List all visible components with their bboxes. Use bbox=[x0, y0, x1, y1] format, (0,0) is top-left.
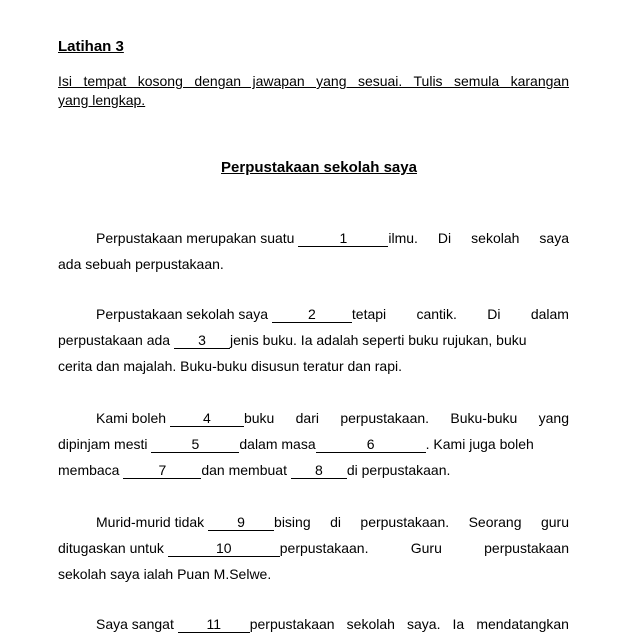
paragraph-5 bbox=[58, 611, 569, 637]
text-fragment: yang bbox=[538, 410, 569, 426]
blank-5: 5 bbox=[151, 436, 239, 453]
text-fragment: ditugaskan untuk bbox=[58, 540, 168, 556]
text-fragment: perpustakaan. bbox=[340, 410, 430, 426]
text-fragment: perpustakaan. bbox=[360, 514, 450, 530]
text-fragment: ada sebuah perpustakaan. bbox=[58, 256, 224, 272]
text-fragment: perpustakaan bbox=[484, 540, 569, 556]
blank-9: 9 bbox=[208, 514, 274, 531]
text-fragment: Di bbox=[437, 230, 452, 246]
paragraph-2 bbox=[58, 301, 569, 379]
essay-title: Perpustakaan sekolah saya bbox=[221, 159, 417, 176]
paragraph-line bbox=[58, 535, 569, 561]
text-fragment: Perpustakaan merupakan suatu bbox=[96, 230, 299, 246]
paragraph-line bbox=[58, 405, 569, 431]
exercise-heading: Latihan 3 bbox=[58, 38, 124, 55]
text-fragment: mendatangkan bbox=[476, 616, 569, 632]
blank-4: 4 bbox=[170, 410, 244, 427]
text-fragment: perpustakaan. bbox=[279, 540, 369, 556]
paragraph-line bbox=[58, 251, 569, 277]
text-fragment: di bbox=[330, 514, 341, 530]
exercise-instructions bbox=[58, 72, 569, 110]
blank-8: 8 bbox=[291, 462, 347, 479]
text-fragment: saya. bbox=[407, 616, 441, 632]
text-fragment: jenis buku. Ia adalah seperti buku rujukan, buku bbox=[229, 332, 527, 348]
text-fragment: buku bbox=[243, 410, 275, 426]
text-fragment: sekolah saya ialah Puan M.Selwe. bbox=[58, 566, 272, 582]
text-fragment: Di bbox=[487, 306, 501, 322]
text-fragment: bising bbox=[274, 514, 311, 530]
text-fragment: Buku-buku bbox=[450, 410, 518, 426]
text-fragment: di perpustakaan. bbox=[346, 462, 451, 478]
paragraph-1 bbox=[58, 225, 569, 277]
text-fragment: perpustakaan ada bbox=[58, 332, 174, 348]
paragraph-line bbox=[58, 611, 569, 637]
blank-11: 11 bbox=[178, 616, 250, 633]
text-fragment: Kami boleh bbox=[96, 410, 170, 426]
text-fragment: dalam masa bbox=[239, 436, 316, 452]
paragraph-3 bbox=[58, 405, 569, 483]
blank-2: 2 bbox=[272, 306, 352, 323]
paragraph-line bbox=[58, 353, 569, 379]
text-fragment: tetapi bbox=[351, 306, 387, 322]
paragraph-line bbox=[58, 431, 569, 457]
paragraph-line bbox=[58, 327, 569, 353]
text-fragment: Seorang bbox=[468, 514, 522, 530]
text-fragment: Guru bbox=[410, 540, 442, 556]
paragraph-4 bbox=[58, 509, 569, 587]
text-fragment: cerita dan majalah. Buku-buku disusun teratur dan rapi. bbox=[58, 358, 402, 374]
text-fragment: dari bbox=[295, 410, 319, 426]
text-fragment: membaca bbox=[58, 462, 124, 478]
instructions-line-1: Isi tempat kosong dengan jawapan yang sesuai. Tulis semula karangan bbox=[58, 73, 569, 89]
blank-1: 1 bbox=[298, 230, 388, 247]
text-fragment: guru bbox=[540, 514, 569, 530]
paragraph-line bbox=[58, 301, 569, 327]
text-fragment: perpustakaan bbox=[249, 616, 335, 632]
text-fragment: Murid-murid tidak bbox=[96, 514, 209, 530]
paragraph-line bbox=[58, 509, 569, 535]
text-fragment: . Kami juga boleh bbox=[425, 436, 534, 452]
text-fragment: dipinjam mesti bbox=[58, 436, 152, 452]
instructions-line-2: yang lengkap. bbox=[58, 92, 146, 108]
paragraph-line bbox=[58, 225, 569, 251]
paragraph-line bbox=[58, 561, 569, 587]
blank-3: 3 bbox=[174, 332, 230, 349]
blank-6: 6 bbox=[316, 436, 426, 453]
text-fragment: sekolah bbox=[346, 616, 395, 632]
text-fragment: dalam bbox=[530, 306, 569, 322]
text-fragment: Ia bbox=[452, 616, 465, 632]
text-fragment: sekolah bbox=[471, 230, 520, 246]
text-fragment: Saya sangat bbox=[96, 616, 178, 632]
text-fragment: dan membuat bbox=[201, 462, 291, 478]
blank-10: 10 bbox=[168, 540, 280, 557]
text-fragment: Perpustakaan sekolah saya bbox=[96, 306, 272, 322]
text-fragment: saya bbox=[539, 230, 569, 246]
blank-7: 7 bbox=[123, 462, 201, 479]
paragraph-line bbox=[58, 457, 569, 483]
text-fragment: cantik. bbox=[416, 306, 457, 322]
text-fragment: ilmu. bbox=[388, 230, 418, 246]
